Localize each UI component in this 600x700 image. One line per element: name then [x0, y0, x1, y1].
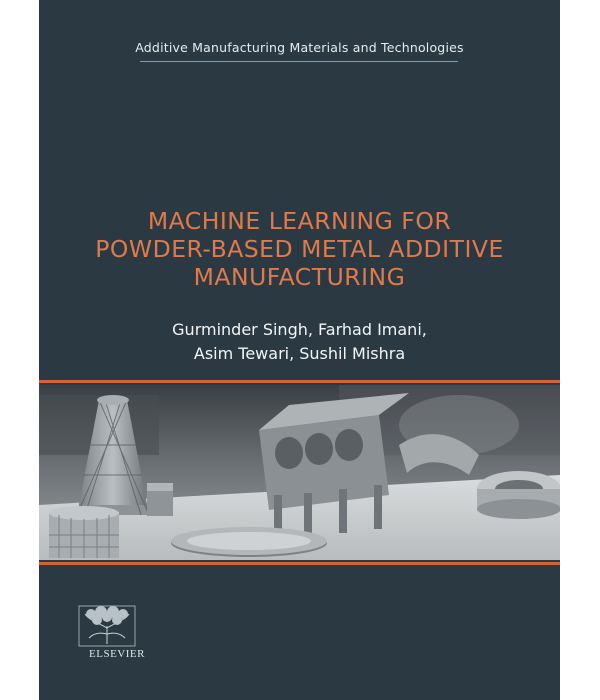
top-orange-rule	[39, 380, 560, 383]
book-title	[39, 207, 560, 291]
title-line: MACHINE LEARNING FOR	[147, 207, 452, 235]
author-line: Asim Tewari, Sushil Mishra	[193, 344, 406, 363]
elsevier-tree-logo-icon	[39, 604, 169, 648]
title-line: POWDER-BASED METAL ADDITIVE	[95, 235, 504, 263]
title-line: MANUFACTURING	[193, 263, 406, 291]
author-line: Gurminder Singh, Farhad Imani,	[172, 320, 427, 339]
book-cover	[39, 0, 560, 700]
publisher-block	[39, 604, 169, 652]
series-divider	[140, 61, 458, 62]
bottom-orange-rule	[39, 562, 560, 565]
publisher-name: ELSEVIER	[89, 648, 145, 660]
cover-photo-metal-parts	[39, 385, 560, 560]
series-title: Additive Manufacturing Materials and Technologies	[135, 40, 464, 55]
book-authors	[39, 318, 560, 366]
